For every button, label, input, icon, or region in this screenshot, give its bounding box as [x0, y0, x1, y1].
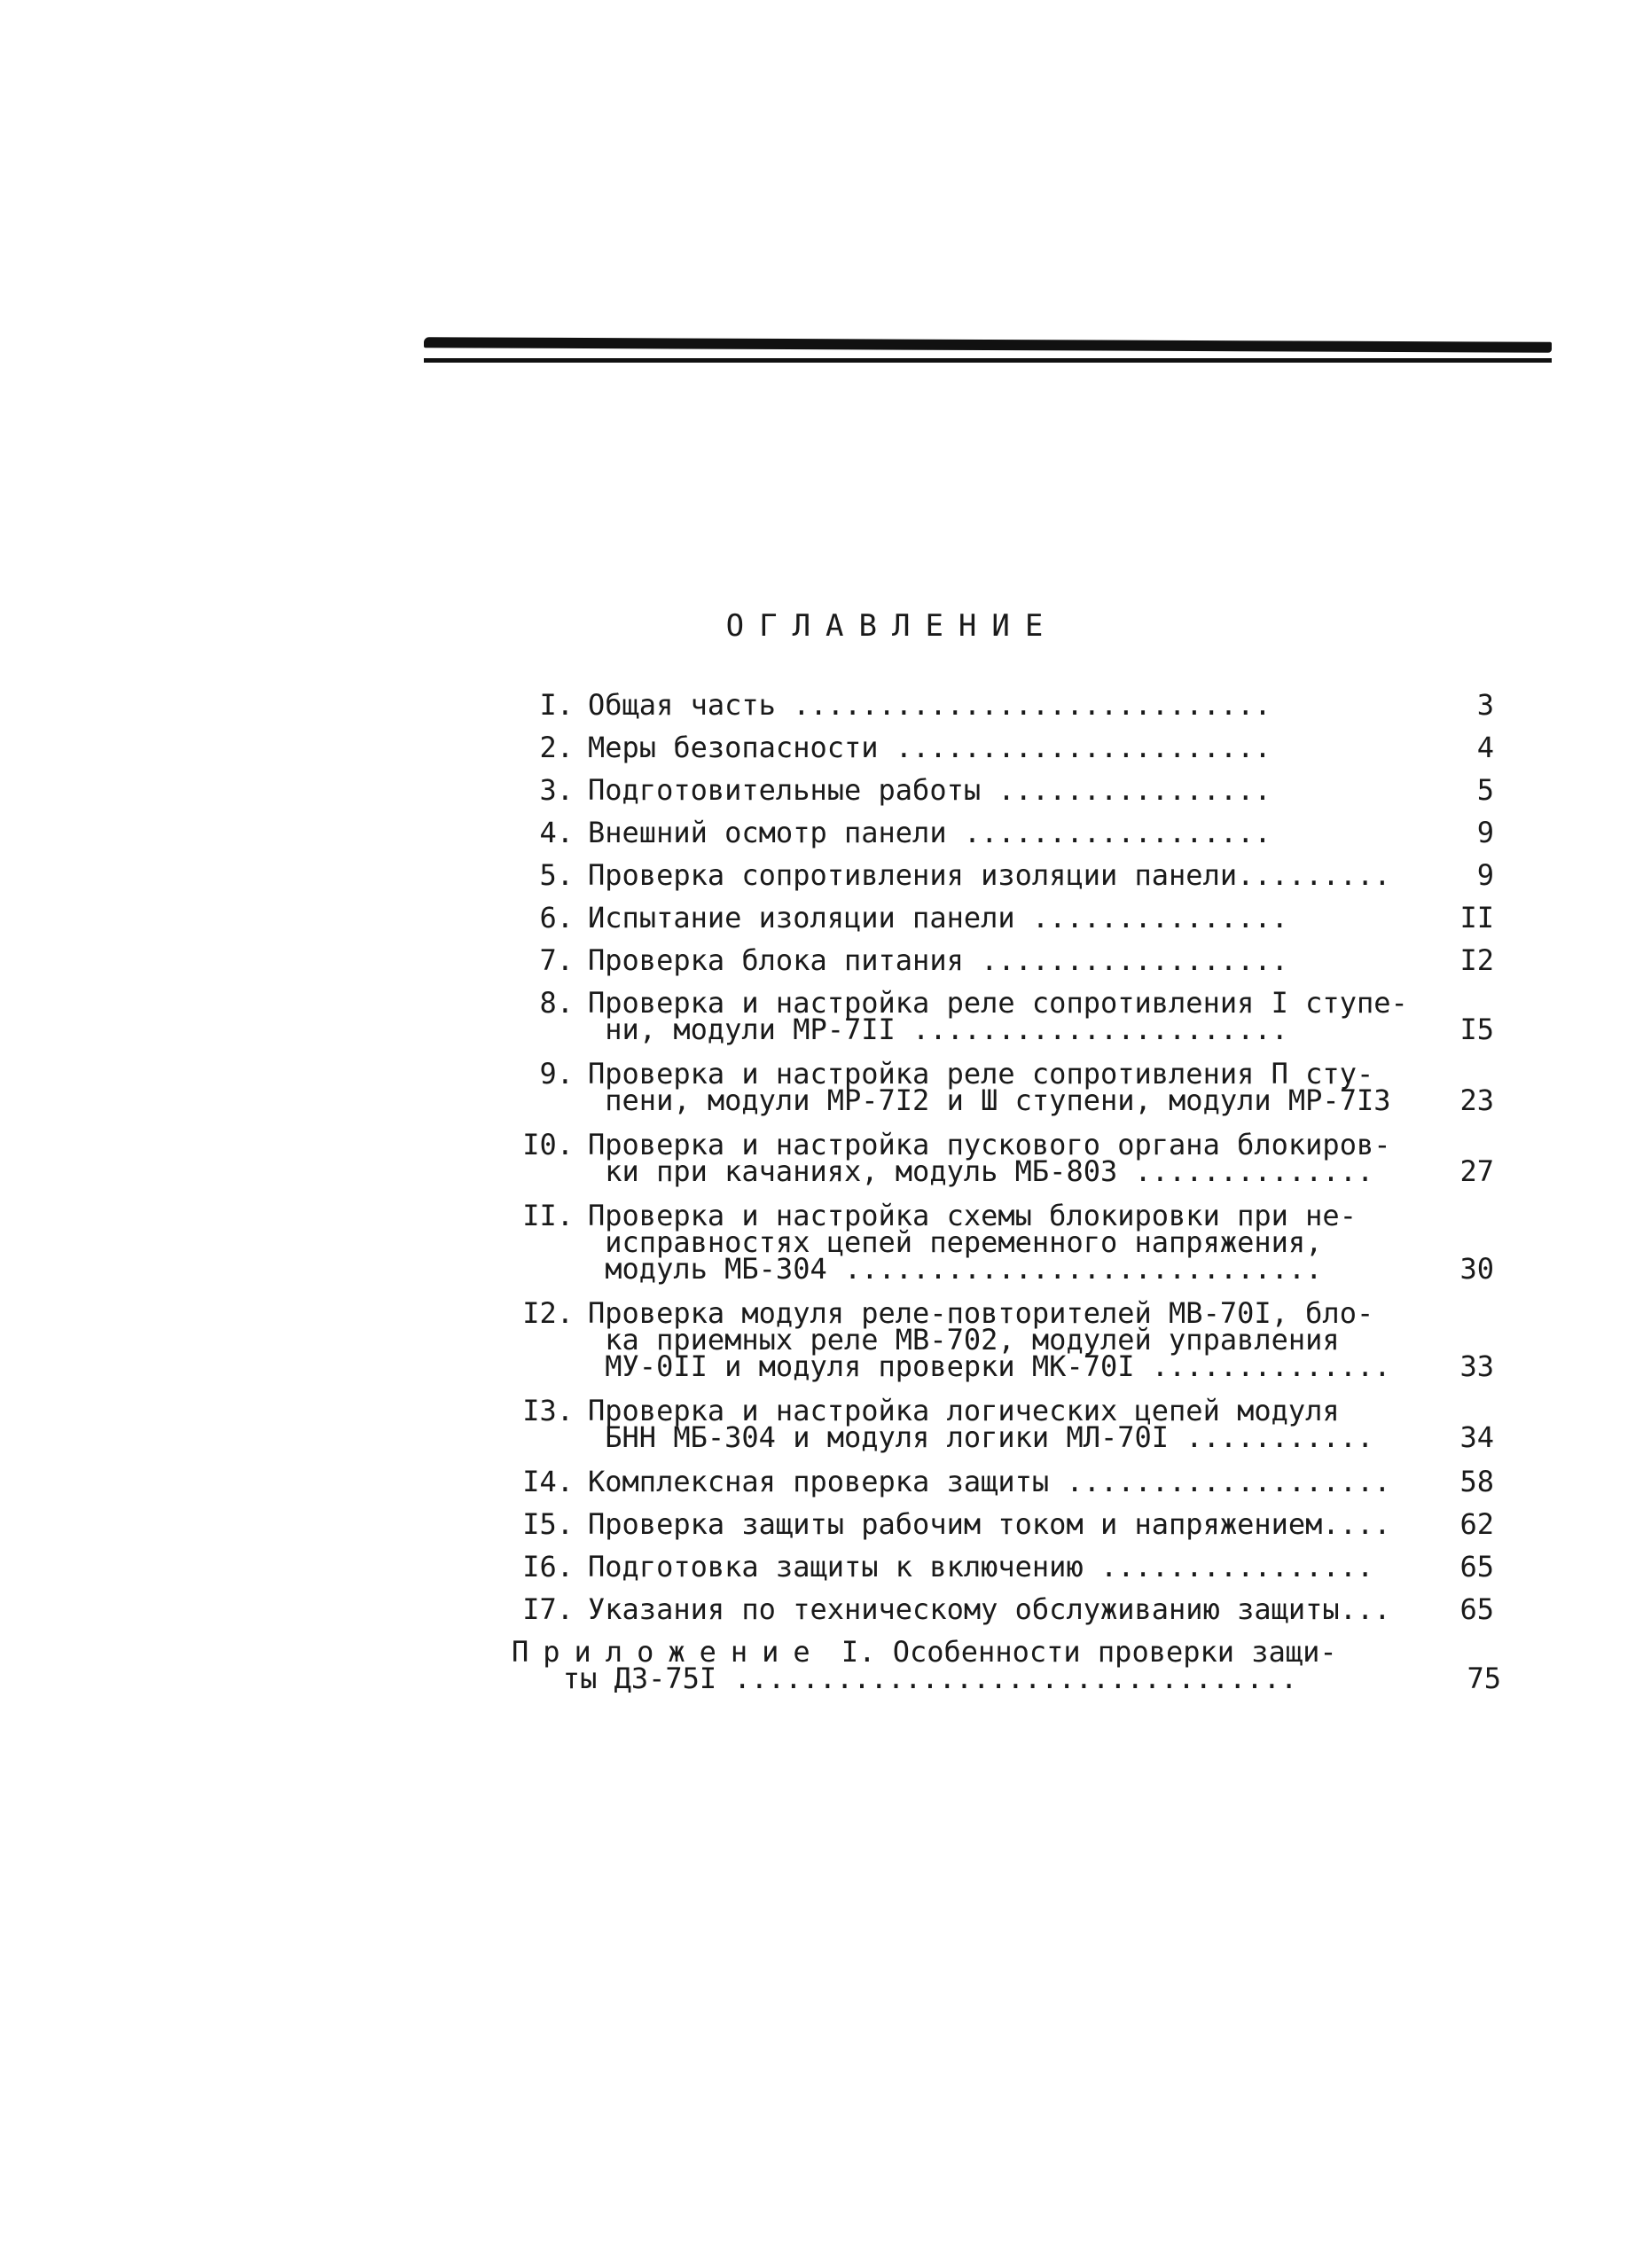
- toc-entry-number: I4.: [522, 1465, 574, 1498]
- toc-entry-page: 27: [1459, 1154, 1494, 1188]
- toc-entry-text: Проверка модуля реле-повторителей МВ-70I, бло-: [588, 1296, 1374, 1330]
- toc-entry-text: Общая часть ............................: [588, 688, 1272, 722]
- toc-entry-text: ка приемных реле МВ-702, модулей управления: [588, 1323, 1340, 1357]
- toc-entry: [519, 1507, 1494, 1541]
- toc-appendix-page: 75: [1467, 1662, 1501, 1695]
- toc-entry: [519, 986, 1494, 1046]
- toc-entry-text: Проверка и настройка схемы блокировки при не-: [588, 1199, 1357, 1232]
- toc-entry: [519, 943, 1494, 977]
- toc-entry-number: 6.: [539, 901, 574, 935]
- toc-entry-text: Меры безопасности ......................: [588, 731, 1272, 764]
- toc-entry-text: Проверка сопротивления изоляции панели.........: [588, 858, 1391, 892]
- toc-entry-text: ни, модули МР-7II ......................: [588, 1013, 1288, 1046]
- top-rule-thick: [424, 337, 1552, 353]
- toc-entry-text: Испытание изоляции панели ...............: [588, 901, 1288, 935]
- toc-entry-number: I5.: [522, 1507, 574, 1541]
- toc-entry: [519, 901, 1494, 935]
- toc-entry-number: I.: [539, 688, 574, 722]
- toc-appendix-text: I. Особенности проверки защи-: [824, 1635, 1337, 1669]
- toc-entry-page: 4: [1476, 731, 1494, 764]
- toc-entry-text: Проверка и настройка пускового органа блокиров-: [588, 1128, 1391, 1161]
- toc-entry-text: пени, модули МР-7I2 и Ш ступени, модули МР-7I3: [588, 1083, 1391, 1117]
- top-rule-thin: [424, 358, 1552, 363]
- toc-entry: [519, 688, 1494, 722]
- toc-entry-number: 7.: [539, 943, 574, 977]
- toc-entry: [519, 1128, 1494, 1188]
- toc-entry-page: 23: [1459, 1083, 1494, 1117]
- toc-entry: [519, 1550, 1494, 1584]
- toc-entry-page: 5: [1476, 773, 1494, 807]
- toc-entry: [519, 1465, 1494, 1498]
- toc-entry-page: 65: [1459, 1550, 1494, 1584]
- toc-entry-text: Подготовка защиты к включению ................: [588, 1550, 1374, 1584]
- toc-entry-page: II: [1459, 901, 1494, 935]
- toc-appendix: [512, 1635, 1501, 1695]
- toc-entry-number: 3.: [539, 773, 574, 807]
- toc-entry-number: 2.: [539, 731, 574, 764]
- toc-entry-text: Проверка и настройка реле сопротивления I ступе-: [588, 986, 1408, 1020]
- toc-entry-number: 5.: [539, 858, 574, 892]
- toc-entry-page: 3: [1476, 688, 1494, 722]
- toc-entry-number: I2.: [522, 1296, 574, 1330]
- toc-entry: [519, 1394, 1494, 1454]
- toc-entry-text: ки при качаниях, модуль МБ-803 ..............: [588, 1154, 1374, 1188]
- toc-entry-page: 58: [1459, 1465, 1494, 1498]
- toc-entry-text: Проверка защиты рабочим током и напряжением....: [588, 1507, 1391, 1541]
- toc-entry-page: 33: [1459, 1349, 1494, 1383]
- toc-entry-text: Внешний осмотр панели ..................: [588, 816, 1272, 849]
- toc-entry-text: МУ-0II и модуля проверки МК-70I ..............: [588, 1349, 1391, 1383]
- toc-entry-page: 9: [1476, 816, 1494, 849]
- toc-entry-number: 9.: [539, 1057, 574, 1091]
- toc-entry-page: 9: [1476, 858, 1494, 892]
- toc-entry-page: I5: [1459, 1013, 1494, 1046]
- toc-entry-number: I6.: [522, 1550, 574, 1584]
- toc-entry: [519, 1199, 1494, 1286]
- toc-entry-page: 34: [1459, 1420, 1494, 1454]
- toc-appendix-lead: Приложение: [512, 1635, 825, 1669]
- toc-entry-page: 65: [1459, 1592, 1494, 1626]
- toc-entry-number: 8.: [539, 986, 574, 1020]
- toc-entry-number: I3.: [522, 1394, 574, 1427]
- page-title: ОГЛАВЛЕНИЕ: [725, 608, 1059, 644]
- toc-entry-number: I0.: [522, 1128, 574, 1161]
- toc-entry: [519, 773, 1494, 807]
- toc-entry-number: I7.: [522, 1592, 574, 1626]
- toc-entry-page: I2: [1459, 943, 1494, 977]
- toc-entry-page: 62: [1459, 1507, 1494, 1541]
- toc-entry-page: 30: [1459, 1252, 1494, 1286]
- toc-entry-text: Проверка блока питания ..................: [588, 943, 1288, 977]
- table-of-contents: [512, 688, 1501, 1695]
- toc-entry-text: БНН МБ-304 и модуля логики МЛ-70I ...........: [588, 1420, 1374, 1454]
- toc-entry-text: модуль МБ-304 ............................: [588, 1252, 1323, 1286]
- toc-entry: [519, 1296, 1494, 1383]
- toc-entry: [519, 816, 1494, 849]
- toc-entry-text: Проверка и настройка реле сопротивления П сту-: [588, 1057, 1374, 1091]
- toc-entry: [519, 1592, 1494, 1626]
- toc-entry-text: исправностях цепей переменного напряжения,: [588, 1225, 1323, 1259]
- toc-entry-text: Подготовительные работы ................: [588, 773, 1272, 807]
- toc-appendix-text: ты ДЗ-75I .................................: [512, 1662, 1298, 1695]
- toc-entry-text: Проверка и настройка логических цепей модуля: [588, 1394, 1340, 1427]
- toc-entry-number: II.: [522, 1199, 574, 1232]
- toc-entry-text: Указания по техническому обслуживанию защиты...: [588, 1592, 1391, 1626]
- toc-entry-number: 4.: [539, 816, 574, 849]
- toc-entry: [519, 858, 1494, 892]
- toc-entry: [519, 1057, 1494, 1117]
- toc-entry: [519, 731, 1494, 764]
- toc-entry-text: Комплексная проверка защиты ...................: [588, 1465, 1391, 1498]
